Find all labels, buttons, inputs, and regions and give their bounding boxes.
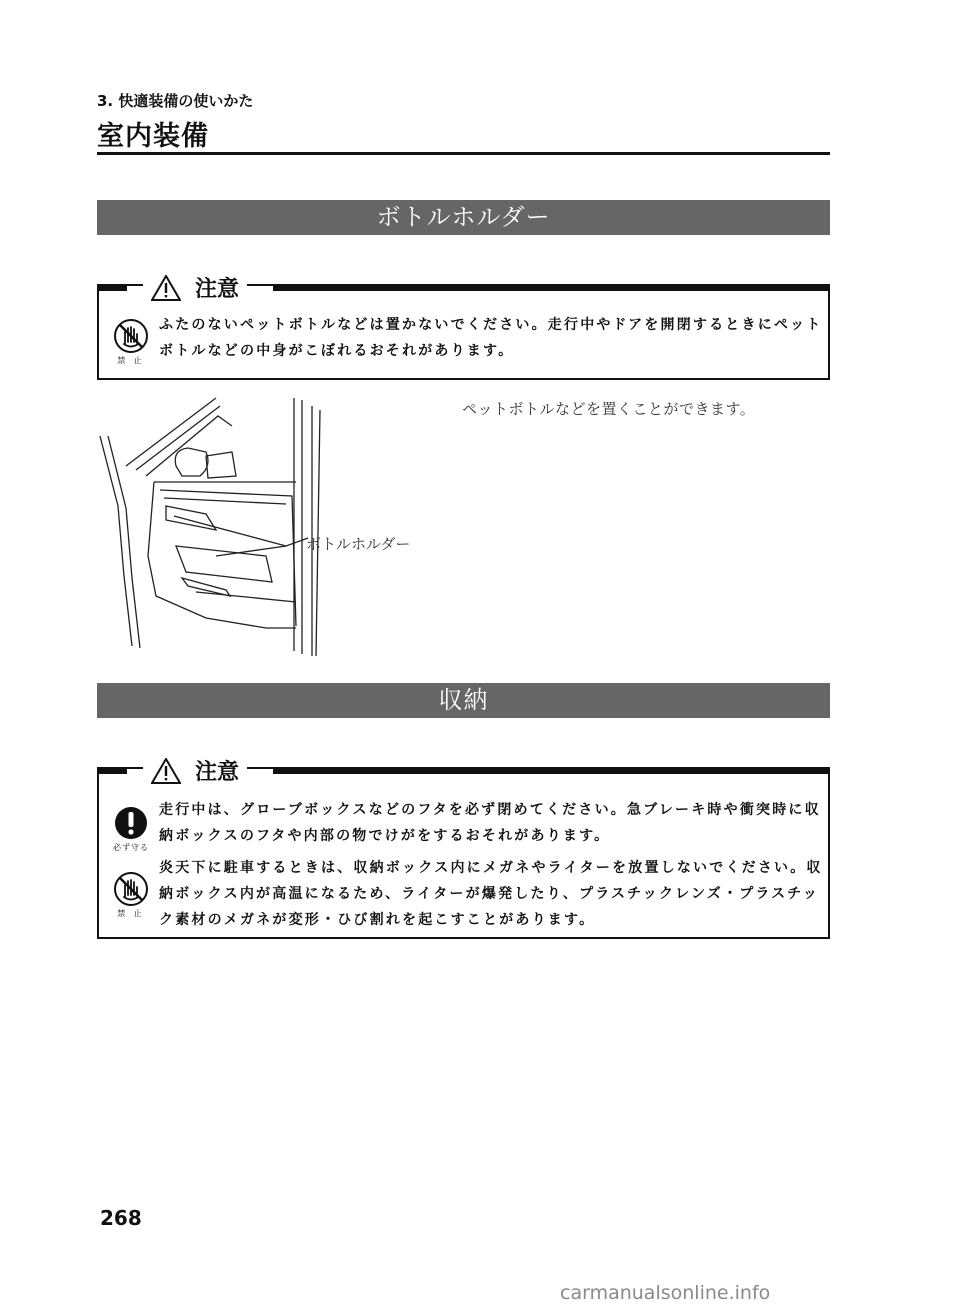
warning-text: 走行中は、グローブボックスなどのフタを必ず閉めてください。急ブレーキ時や衝突時に収納ボックスのフタや内部の物でけがをするおそれがあります。	[159, 802, 821, 844]
warning-text: ふたのないペットボトルなどは置かないでください。走行中やドアを開閉するときにペットボトルなどの中身がこぼれるおそれがあります。	[159, 317, 823, 359]
figure-callout-bottle-holder: ボトルホルダー	[306, 535, 411, 553]
warning-text: 炎天下に駐車するときは、収納ボックス内にメガネやライターを放置しないでください。収納ボックス内が高温になるため、ライターが爆発したり、プラスチックレンズ・プラスチック素材のメガネが変形・ひび割れを起こすことがあります。	[159, 860, 823, 928]
bottle-holder-description: ペットボトルなどを置くことができます。	[462, 400, 756, 418]
chapter-label: 3. 快適装備の使いかた	[97, 92, 254, 110]
watermark: carmanualsonline.info	[560, 1282, 771, 1304]
warning-item	[109, 860, 823, 933]
section-heading-storage: 収納	[97, 683, 830, 718]
caution-box-storage	[97, 760, 830, 939]
prohibit-hand-icon	[109, 318, 153, 366]
icon-caption: 必ず守る	[113, 843, 149, 852]
mandatory-exclamation-icon	[109, 805, 153, 853]
caution-head-line-left	[97, 284, 127, 291]
caution-label: 注意	[195, 277, 240, 302]
caution-label: 注意	[195, 760, 240, 785]
warning-item	[109, 802, 823, 853]
section-heading-bottle-holder: ボトルホルダー	[97, 200, 830, 235]
caution-box-bottle	[97, 277, 830, 380]
icon-caption: 禁 止	[117, 356, 145, 365]
caution-head-line-left	[97, 767, 127, 774]
caution-triangle-icon	[151, 758, 181, 784]
caution-head-line-right	[273, 284, 830, 291]
caution-header	[143, 755, 247, 786]
title-rule	[97, 152, 830, 155]
caution-header	[143, 272, 247, 303]
page-number: 268	[100, 1206, 142, 1230]
caution-triangle-icon	[151, 275, 181, 301]
warning-item	[109, 318, 823, 366]
caution-head-line-right	[273, 767, 830, 774]
prohibit-hand-icon	[109, 871, 153, 933]
door-illustration	[96, 396, 336, 658]
page-title: 室内装備	[97, 121, 209, 152]
icon-caption: 禁 止	[117, 909, 145, 918]
